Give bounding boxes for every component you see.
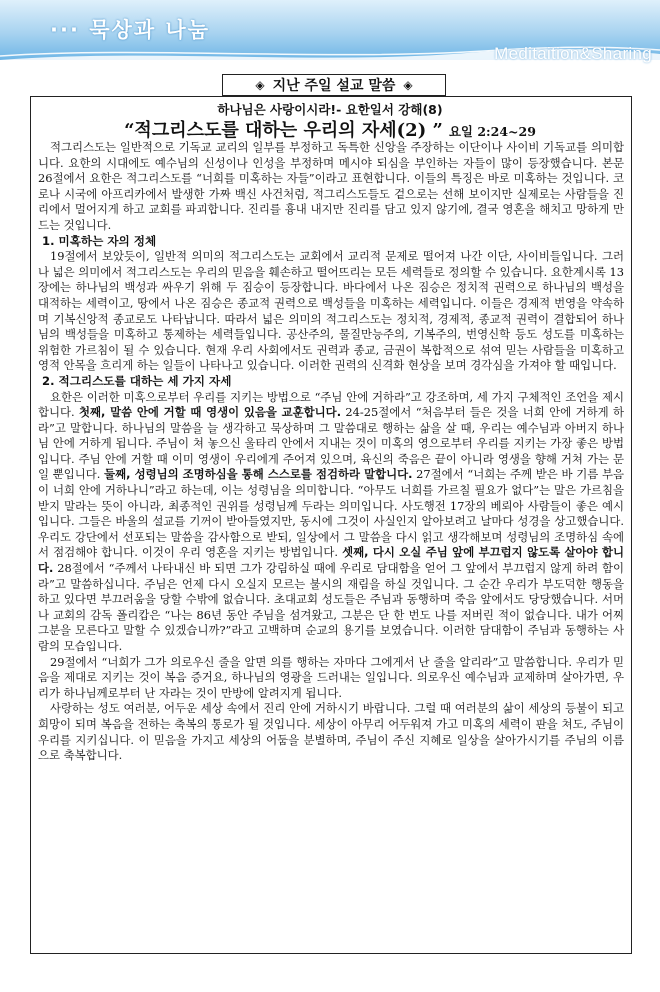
closing-paragraph: 사랑하는 성도 여러분, 어두운 세상 속에서 진리 안에 거하시기 바랍니다. 그럴 때 여러분의 삶이 세상의 등불이 되고 희망이 되며 복음을 전하는 축복의 통로가 될 것입니다. 세상이 아무리 어두워져 가고 미혹의 세력이 판을 쳐도, 주님이 우리를 지키십니다. 이 믿음을 가지고 세상의 어둠을 분별하며, 주님이 주신 지혜로 일상을 살아가시기를 주님의 이름으로 축복합니다. <box>38 701 624 763</box>
point-1-emphasis: 첫째, 말씀 안에 거할 때 영생이 있음을 교훈합니다. <box>79 405 342 420</box>
banner-subtitle: Meditaition&Sharing <box>494 44 652 63</box>
paragraph-2-text: 24-25절에서 “처음부터 들은 것을 너희 안에 거하게 하라”고 말합니다. 하나님의 말씀을 늘 생각하고 묵상하며 그 말씀대로 행하는 삶을 살 때, 우리는 예수님과 아버지 하나님 안에 거하게 됩니다. 주님이 쳐 놓으신 울타리 안에서 지내는 것이 미혹의 영으로부터 우리를 지키는 가장 좋은 방법입니다. 주님 안에 거할 때 이미 영생이 우리에게 주어져 있으며, 육신의 죽음은 끝이 아니라 영생을 향해 거쳐 가는 문일 뿐입니다. <box>38 405 624 482</box>
banner-title: ··· 묵상과 나눔 <box>50 18 210 42</box>
point-3-emphasis: 셋째, 다시 오실 주님 앞에 부끄럽지 않도록 살아야 합니다. <box>38 545 624 576</box>
header-banner <box>0 0 660 63</box>
paragraph-3: 29절에서 “너희가 그가 의로우신 줄을 알면 의를 행하는 자마다 그에게서 난 줄을 알리라”고 말씀합니다. 우리가 믿음을 제대로 지키는 것이 복음 증거요, 하나님의 영광을 드러내는 일입니다. 의로우신 예수님과 교제하며 살아가면, 우리가 하나님께로부터 난 자라는 것이 만방에 알려지게 됩니다. <box>38 654 624 700</box>
section-title: 지난 주일 설교 말씀 <box>272 78 396 94</box>
paragraph-2-text: 27절에서 “너희는 주께 받은 바 기름 부음이 너희 안에 거하나니”라고 하는데, 이는 성령님을 의미합니다. “아무도 너희를 가르칠 필요가 없다”는 말은 가르침을 받지 말라는 뜻이 아니라, 최종적인 권위를 성령님께 두라는 의미입니다. 사도행전 17장의 베뢰아 사람들이 좋은 예시입니다. 그들은 바울의 설교를 기꺼이 받아들였지만, 동시에 그것이 사실인지 알아보려고 날마다 성경을 상고했습니다. 우리도 강단에서 선포되는 말씀을 감사함으로 받되, 일상에서 그 말씀을 다시 읽고 생각해보며 성령님의 조명하심 속에서 점검해야 합니다. 이것이 우리 영혼을 지키는 방법입니다. <box>38 467 624 560</box>
paragraph-1: 19절에서 보았듯이, 일반적 의미의 적그리스도는 교회에서 교리적 문제로 떨어져 나간 이단, 사이비들입니다. 그러나 넓은 의미에서 적그리스도는 우리의 믿음을 훼손하고 떨어뜨리는 모든 세력들로 정의할 수 있습니다. 요한계시록 13장에는 하나님의 백성과 싸우기 위해 두 짐승이 등장합니다. 바다에서 나온 짐승은 정치적 권력으로 하나님의 백성을 대적하는 세력이고, 땅에서 나온 짐승은 종교적 권력으로 백성들을 미혹하는 세력입니다. 이들은 경제적 번영을 약속하며 기복신앙적 종교로도 나타납니다. 따라서 넓은 의미의 적그리스도는 정치적, 경제적, 종교적 권력이 결합되어 하나님의 백성들을 미혹하고 통제하는 세력들입니다. 공산주의, 물질만능주의, 기복주의, 번영신학 등도 성도를 미혹하는 위험한 가르침이 될 수 있습니다. 현재 우리 사회에서도 권력과 종교, 금권이 복합적으로 섞여 믿는 사람들을 미혹하고 영적 안목을 흐리게 하는 일들이 나타나고 있습니다. 이러한 권력의 신격화 현상을 보며 경각심을 가져야 할 때입니다. <box>38 249 624 373</box>
section-title-box <box>222 74 446 96</box>
sermon-title-line <box>30 116 630 142</box>
sermon-title: “적그리스도를 대하는 우리의 자세(2) ” <box>124 120 443 141</box>
heading-2: 2. 적그리스도를 대하는 세 가지 자세 <box>42 373 232 388</box>
sermon-topic: 하나님은 사랑이시라!- 요한일서 강해(8) <box>217 102 443 117</box>
diamond-icon: ◈ <box>403 78 413 92</box>
diamond-icon: ◈ <box>255 78 265 92</box>
sermon-body <box>38 140 624 764</box>
point-2-emphasis: 둘째, 성령님의 조명하심을 통해 스스로를 점검하라 말합니다. <box>104 467 413 482</box>
scripture-reference: 요일 2:24~29 <box>448 124 536 139</box>
heading-1: 1. 미혹하는 자의 정체 <box>42 233 157 248</box>
paragraph-2 <box>38 390 624 655</box>
intro-paragraph: 적그리스도는 일반적으로 기독교 교리의 일부를 부정하고 독특한 신앙을 주장하는 이단이나 사이비 기독교를 의미합니다. 요한의 시대에도 예수님의 신성이나 인성을 부정하며 메시야 되심을 부인하는 자들이 많이 등장했습니다. 본문 26절에서 요한은 적그리스도를 “너희를 미혹하는 자들”이라고 표현합니다. 이들의 특징은 바로 미혹하는 것입니다. 코로나 시국에 아프리카에서 발생한 가짜 백신 사건처럼, 적그리스도들도 겉으로는 선해 보이지만 실제로는 사람들을 진리에서 멀어지게 하고 교회를 파괴합니다. 진리를 흉내 내지만 진리를 담고 있지 않기에, 결국 영혼을 해치고 망하게 만드는 것입니다. <box>38 140 624 232</box>
paragraph-2-text: 28절에서 “주께서 나타내신 바 되면 그가 강림하실 때에 우리로 담대함을 얻어 그 앞에서 부끄럽지 않게 하려 함이라”고 말씀하십니다. 주님은 언제 다시 오실지 모르는 불시의 재림을 하실 것입니다. 그 순간 우리가 부도덕한 행동을 하고 있다면 부끄러움을 당할 수밖에 없습니다. 초대교회 성도들은 주님과 동행하며 죽음 앞에서도 당당했습니다. 서머나 교회의 감독 폴리캅은 “나는 86년 동안 주님을 섬겨왔고, 그분은 단 한 번도 나를 저버린 적이 없습니다. 내가 어찌 그분을 모른다고 말할 수 있겠습니까?”라고 고백하며 순교의 용기를 보였습니다. 이러한 담대함이 주님과 동행하는 사람의 모습입니다. <box>38 561 624 653</box>
paragraph-2-text: 요한은 이러한 미혹으로부터 우리를 지키는 방법으로 “주님 안에 거하라”고 강조하며, 세 가지 구체적인 조언을 제시합니다. <box>38 389 624 420</box>
